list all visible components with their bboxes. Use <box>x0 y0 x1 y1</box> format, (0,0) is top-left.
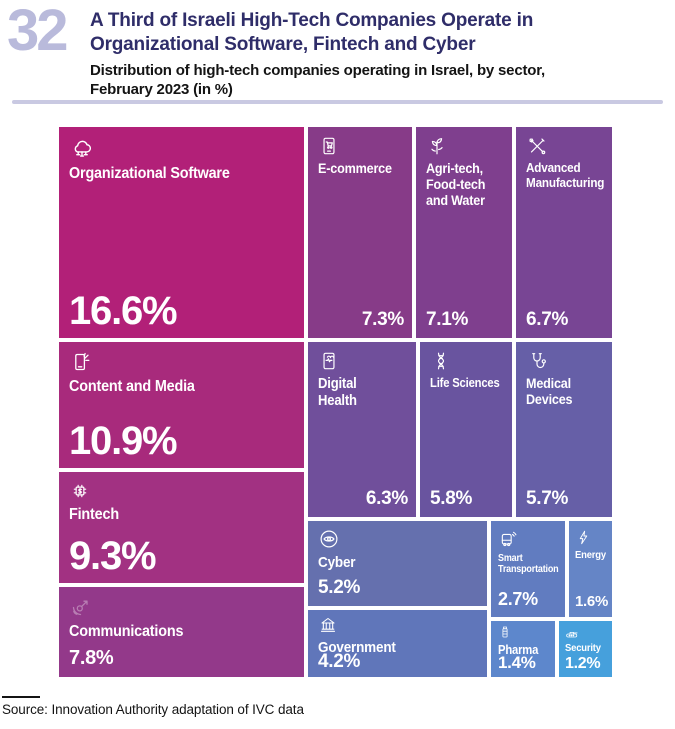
tile-organizational-software <box>59 127 304 338</box>
phone-media-icon <box>69 350 294 374</box>
figure-subtitle-line1: Distribution of high-tech companies operating in Israel, by sector, <box>90 62 546 79</box>
tile-value: 7.8% <box>69 647 114 669</box>
tile-cyber <box>308 521 487 606</box>
tile-value: 5.7% <box>526 488 569 509</box>
stethoscope-icon <box>526 350 602 372</box>
bolt-icon <box>575 529 606 546</box>
header-divider <box>12 100 663 104</box>
cloud-network-icon <box>69 135 294 161</box>
communications-icon <box>69 595 294 619</box>
tile-energy <box>569 521 612 617</box>
tile-label: Medical Devices <box>526 375 573 407</box>
tile-label: Fintech <box>69 506 119 523</box>
figure-title-line2: Organizational Software, Fintech and Cyber <box>90 33 476 55</box>
eye-icon <box>318 528 477 550</box>
bank-icon <box>318 615 477 635</box>
tile-security <box>559 621 612 677</box>
dna-icon <box>430 350 502 372</box>
tile-medical-devices <box>516 342 612 517</box>
source-note: Source: Innovation Authority adaptation of IVC data <box>2 702 304 717</box>
tile-value: 4.2% <box>318 651 361 672</box>
tile-value: 16.6% <box>69 289 177 333</box>
tile-value: 1.6% <box>575 593 608 610</box>
tile-digital-health <box>308 342 416 517</box>
tile-agri-tech-food-tech-and-water <box>416 127 512 338</box>
tile-communications <box>59 587 304 677</box>
tile-value: 6.3% <box>365 488 408 509</box>
tank-icon <box>565 625 606 639</box>
tile-value: 1.4% <box>498 653 536 672</box>
tile-smart-transportation <box>491 521 565 617</box>
tile-label: Security <box>565 642 601 654</box>
tile-value: 1.2% <box>565 655 601 672</box>
figure-title <box>90 9 533 56</box>
tile-label: Energy <box>575 549 606 561</box>
tile-value: 9.3% <box>69 534 156 578</box>
tile-label: Advanced Manufacturing <box>526 160 605 190</box>
tile-label: Content and Media <box>69 378 195 395</box>
tile-value: 7.1% <box>426 309 469 330</box>
tile-value: 7.3% <box>361 309 404 330</box>
ecommerce-phone-cart-icon <box>318 135 402 157</box>
figure-title-line1: A Third of Israeli High-Tech Companies Operate in <box>90 10 534 31</box>
phone-health-icon <box>318 350 406 372</box>
tile-label: Smart Transportation <box>498 553 559 576</box>
tile-label: Life Sciences <box>430 376 500 390</box>
tile-label: E-commerce <box>318 160 392 176</box>
tile-value: 5.8% <box>430 488 473 509</box>
agritech-plant-icon <box>426 135 502 157</box>
tile-label: Agri-tech, Food-tech and Water <box>426 160 486 208</box>
tile-government <box>308 610 487 677</box>
tile-fintech <box>59 472 304 583</box>
tile-advanced-manufacturing <box>516 127 612 338</box>
bus-icon <box>498 529 558 549</box>
fintech-chip-icon <box>69 480 294 502</box>
pill-bottle-icon <box>498 625 548 639</box>
tile-label: Pharma <box>498 643 539 657</box>
tile-label: Government <box>318 639 396 656</box>
tile-value: 2.7% <box>498 589 538 609</box>
tile-label: Communications <box>69 623 184 640</box>
tile-pharma <box>491 621 555 677</box>
figure-subtitle-line2: February 2023 (in %) <box>90 80 233 98</box>
tile-value: 10.9% <box>69 419 177 463</box>
tile-e-commerce <box>308 127 412 338</box>
figure-number: 32 <box>7 0 66 63</box>
tile-value: 5.2% <box>318 577 361 598</box>
tile-content-and-media <box>59 342 304 468</box>
tile-label: Digital Health <box>318 376 357 409</box>
tile-value: 6.7% <box>526 309 569 330</box>
tile-label: Cyber <box>318 554 356 571</box>
tools-icon <box>526 135 602 157</box>
source-rule <box>2 696 40 698</box>
treemap-chart <box>59 127 612 677</box>
tile-life-sciences <box>420 342 512 517</box>
figure-subtitle <box>90 62 545 100</box>
tile-label: Organizational Software <box>69 165 230 182</box>
